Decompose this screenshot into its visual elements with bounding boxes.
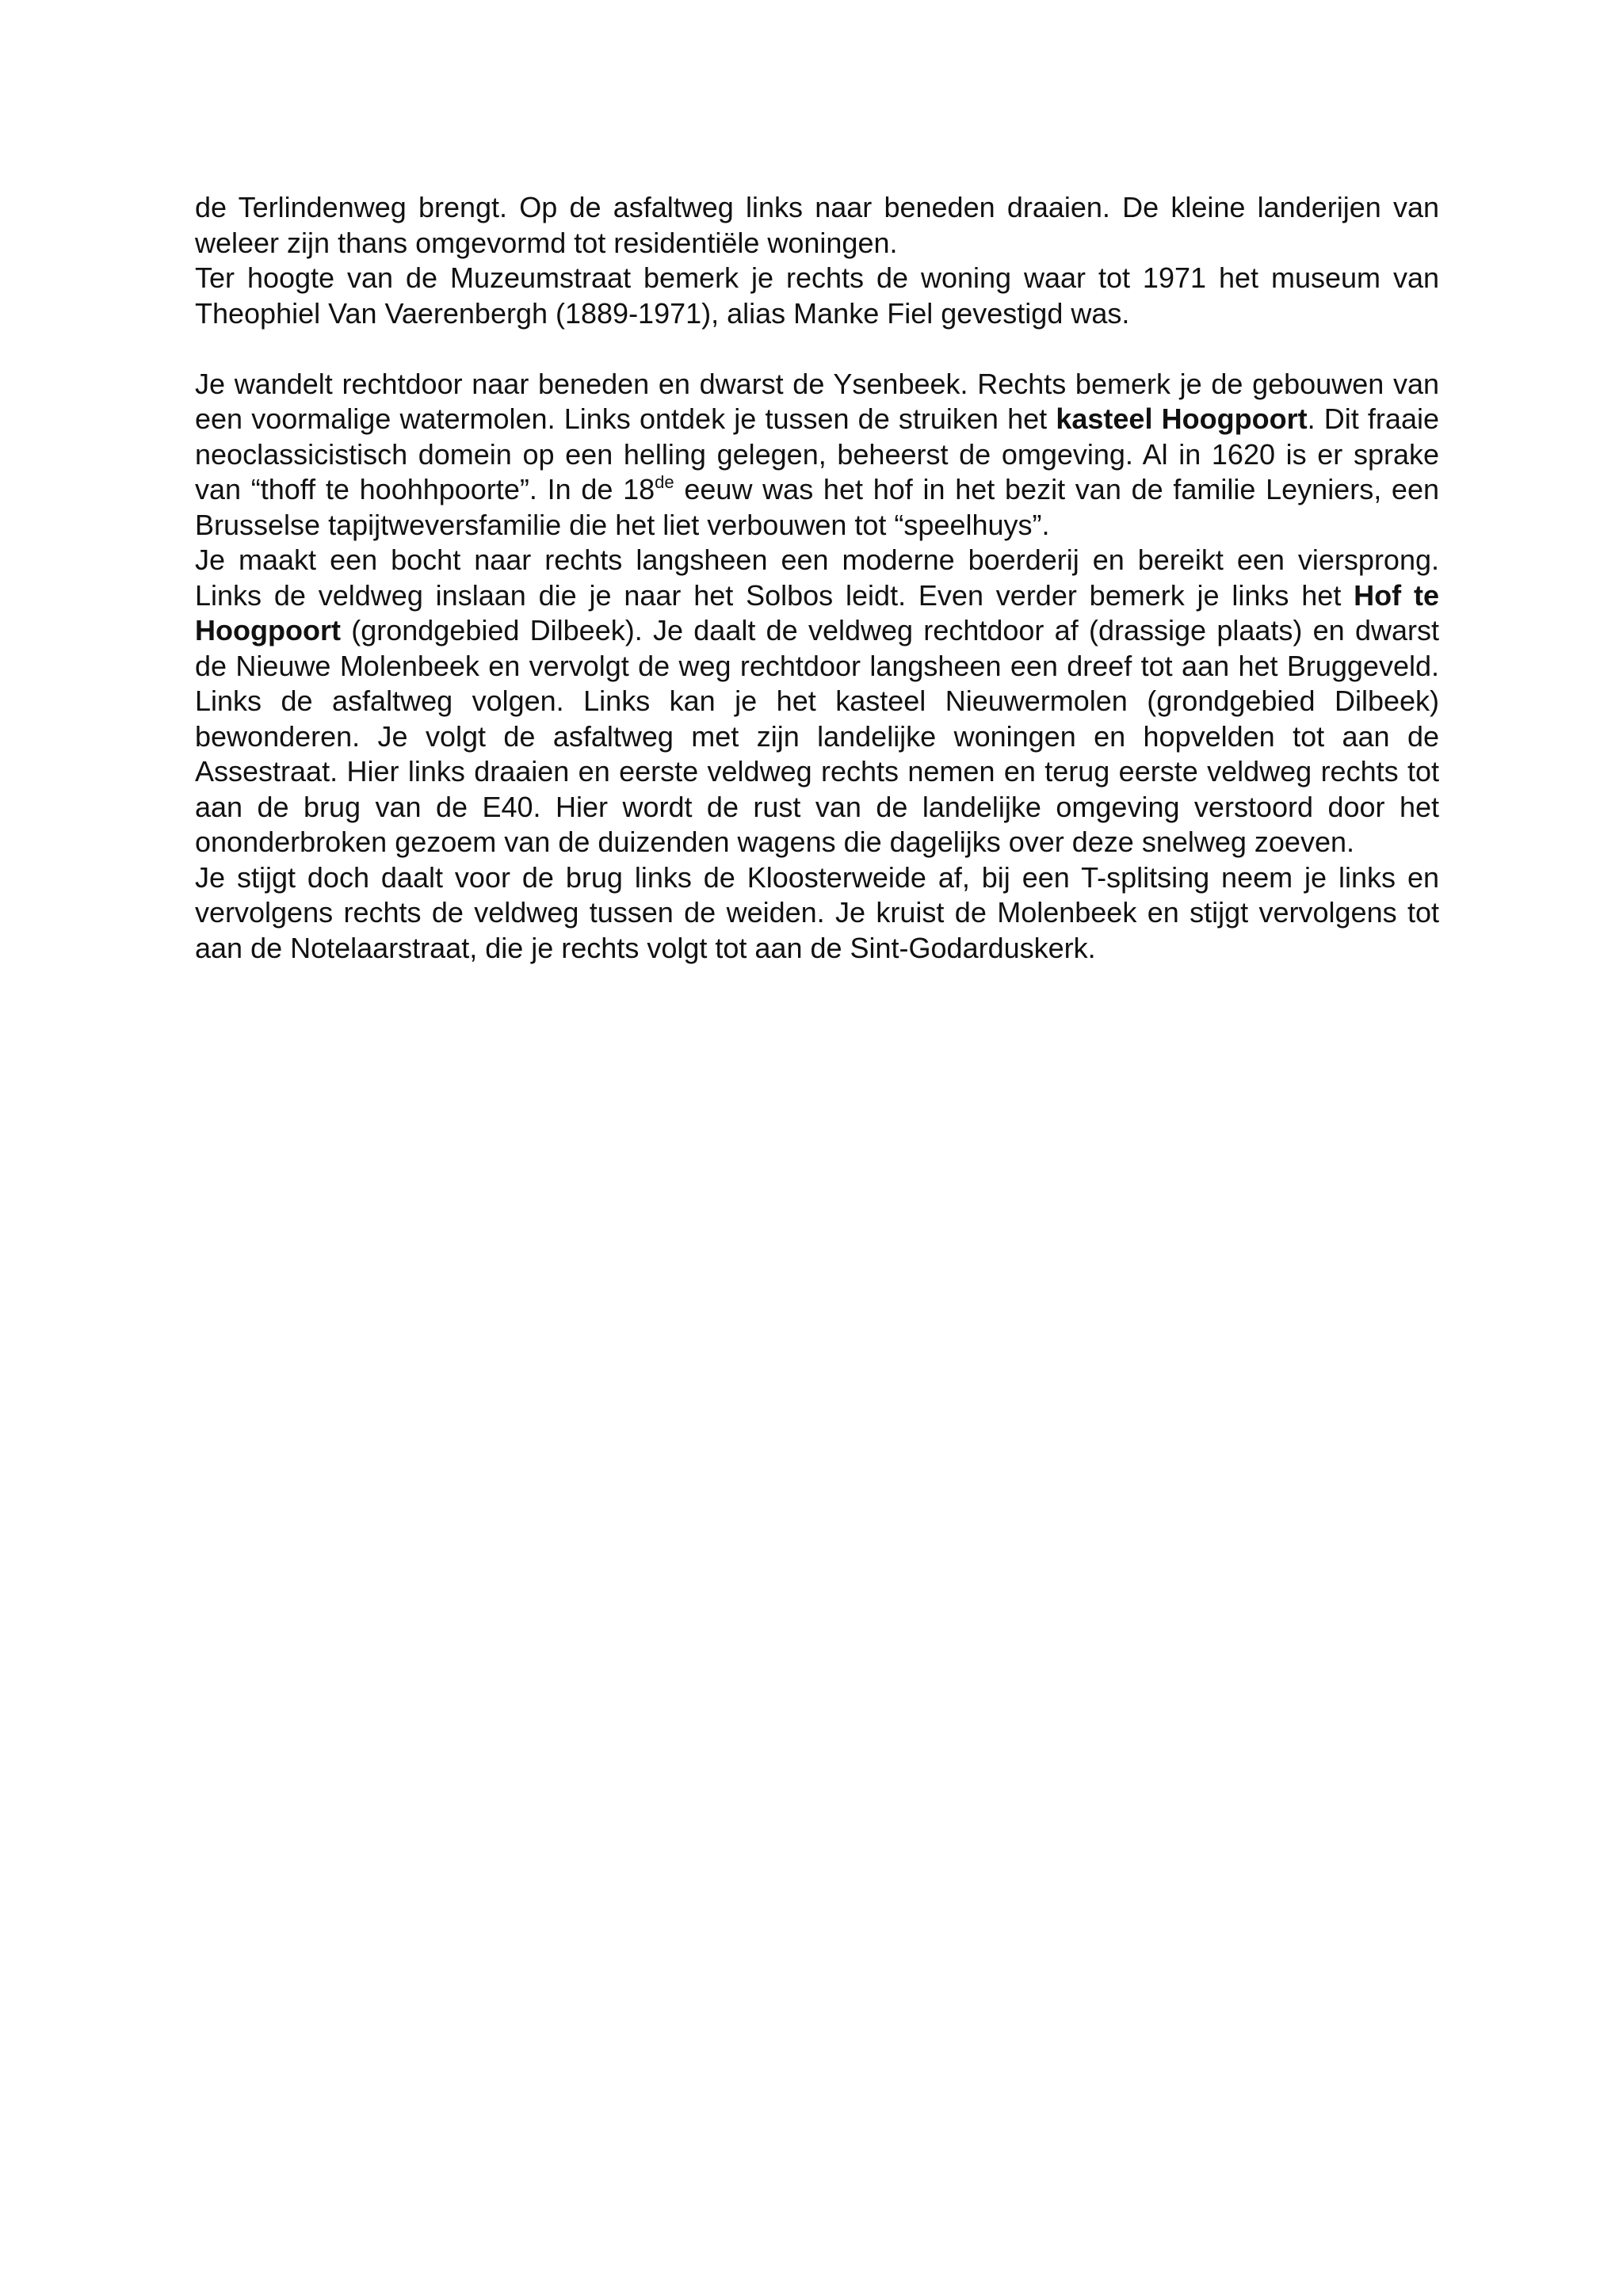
paragraph-4-bold-hof-te-hoogpoort: Hof te Hoogpoort [195, 578, 1439, 646]
paragraph-3-bold-kasteel-hoogpoort: kasteel Hoogpoort [1056, 402, 1308, 435]
paragraph-5-text: Je stijgt doch daalt voor de brug links de Kloosterweide af, bij een T-splitsing neem je links en vervolgens rechts de veldweg tussen de weiden. Je kruist de Molenbeek en stijgt vervolgens tot aan de Notelaarstraat, die je rechts volgt tot aan de Sint-Godarduskerk. [195, 860, 1439, 964]
paragraph-3 [195, 367, 1439, 543]
paragraph-1-text: de Terlindenweg brengt. Op de asfaltweg links naar beneden draaien. De kleine landerijen van weleer zijn thans omgevormd tot residentiële woningen. [195, 191, 1439, 259]
paragraph-3-text-a: Je wandelt rechtdoor naar beneden en dwarst de Ysenbeek. Rechts bemerk je de gebouwen van een voormalige watermolen. Links ontdek je tussen de struiken het [195, 367, 1439, 435]
paragraph-4-text-b: (grondgebied Dilbeek). Je daalt de veldweg rechtdoor af (drassige plaats) en dwarst de Nieuwe Molenbeek en vervolgt de weg rechtdoor langsheen een dreef tot aan het Bruggeveld. Links de asfaltweg volgen. Links kan je het kasteel Nieuwermolen (grondgebied Dilbeek) bewonderen. Je volgt de asfaltweg met zijn landelijke woningen en hopvelden tot aan de Assestraat. Hier links draaien en eerste veldweg rechts nemen en terug eerste veldweg rechts tot aan de brug van de E40. Hier wordt de rust van de landelijke omgeving verstoord door het ononderbroken gezoem van de duizenden wagens die dagelijks over deze snelweg zoeven. [195, 614, 1439, 858]
paragraph-4 [195, 543, 1439, 860]
paragraph-spacer [195, 331, 1439, 367]
paragraph-1 [195, 190, 1439, 261]
document-body [195, 190, 1439, 966]
paragraph-5 [195, 860, 1439, 967]
paragraph-3-text-c: eeuw was het hof in het bezit van de familie Leyniers, een Brusselse tapijtweversfamilie die het liet verbouwen tot “speelhuys”. [195, 473, 1439, 541]
paragraph-2-text: Ter hoogte van de Muzeumstraat bemerk je rechts de woning waar tot 1971 het museum van Theophiel Van Vaerenbergh (1889-1971), alias Manke Fiel gevestigd was. [195, 261, 1439, 330]
paragraph-2 [195, 261, 1439, 331]
paragraph-4-text-a: Je maakt een bocht naar rechts langsheen een moderne boerderij en bereikt een viersprong. Links de veldweg inslaan die je naar het Solbos leidt. Even verder bemerk je links het [195, 543, 1439, 612]
paragraph-3-superscript: de [655, 472, 674, 492]
paragraph-3-text-b: . Dit fraaie neoclassicistisch domein op een helling gelegen, beheerst de omgeving. Al in 1620 is er sprake van “thoff te hoohhpoorte”. In de 18 [195, 402, 1439, 505]
